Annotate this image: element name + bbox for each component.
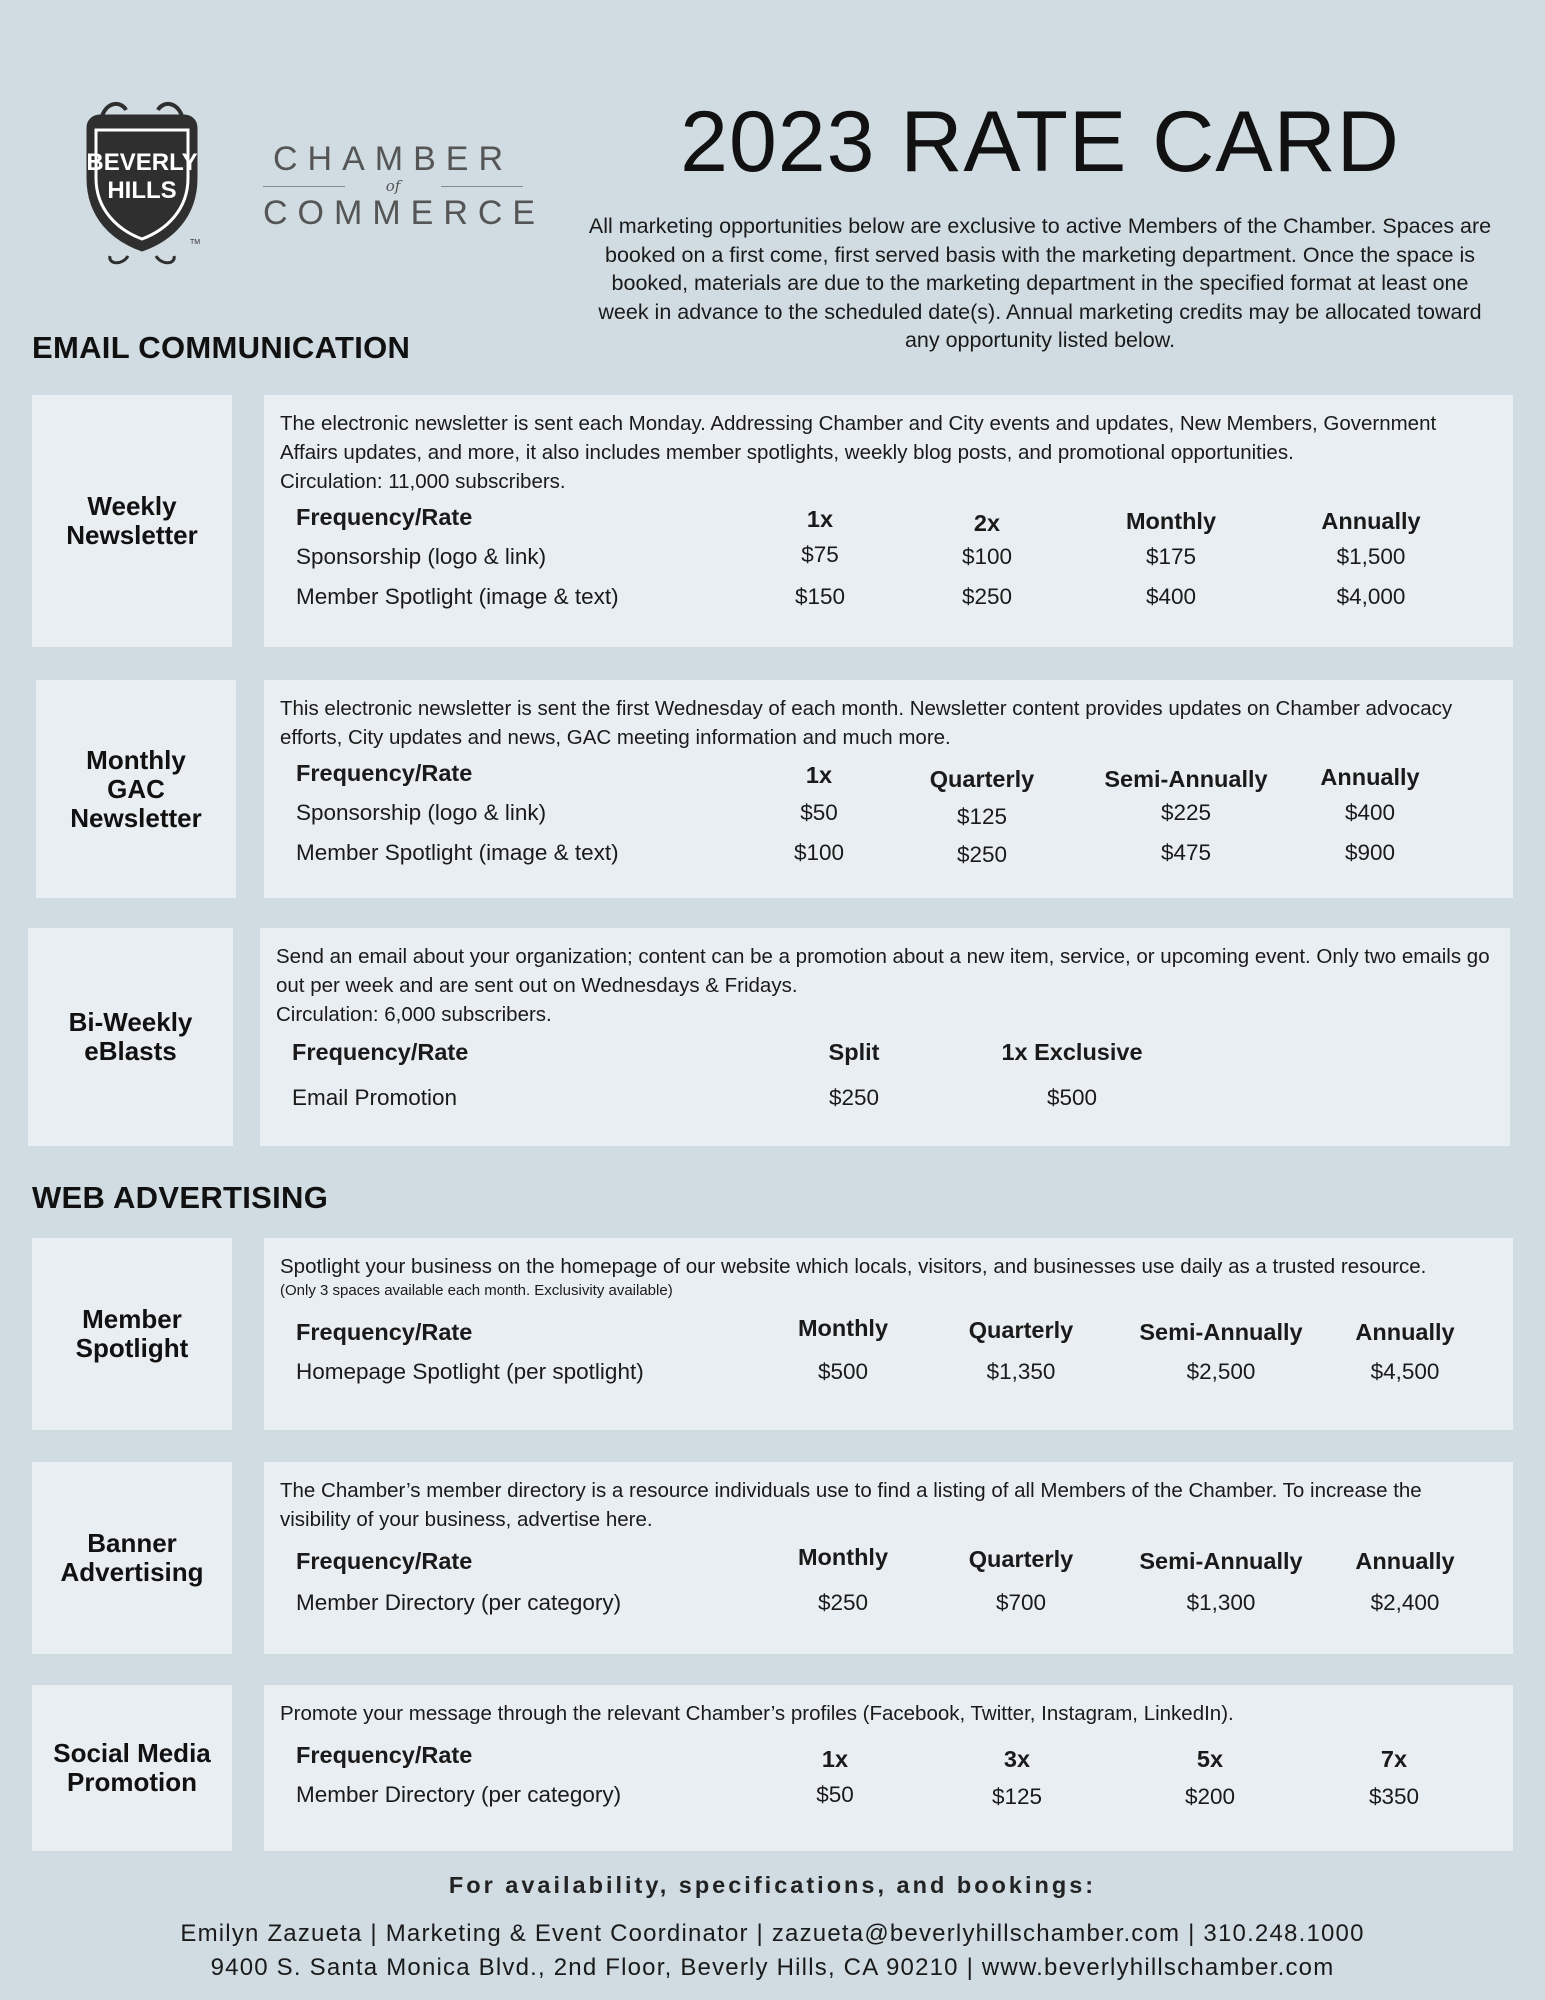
table-header: 2x (973, 510, 1001, 536)
table-header: Frequency/Rate (292, 1039, 469, 1065)
table-row-label: Member Directory (per category) (296, 1782, 622, 1807)
social-media-label: Social Media Promotion (32, 1685, 232, 1851)
table-header: Annually (1355, 1548, 1455, 1574)
table-row-label: Sponsorship (logo & link) (296, 544, 547, 569)
table-cell: $400 (1145, 584, 1197, 609)
wordmark-line2: COMMERCE (263, 194, 546, 232)
eblasts-panel (260, 928, 1510, 1146)
table-row-label: Email Promotion (292, 1085, 458, 1110)
weekly-description: The electronic newsletter is sent each Monday. Addressing Chamber and City events and updates, New Members, Government Affairs updates, and more, it also includes member spotlights, weekly blog posts, and promotional opportunities. (280, 412, 1437, 464)
table-header: Quarterly (968, 1546, 1074, 1572)
weekly-newsletter-panel (264, 395, 1513, 647)
table-cell: $75 (801, 542, 839, 567)
table-cell: $225 (1160, 800, 1212, 825)
eblasts-circulation: Circulation: 6,000 subscribers. (276, 1003, 552, 1026)
table-cell: $500 (1046, 1085, 1098, 1110)
banner-advertising-label: Banner Advertising (32, 1462, 232, 1654)
table-header: 1x (806, 506, 834, 532)
table-cell: $2,400 (1370, 1590, 1440, 1615)
eblasts-label: Bi-Weekly eBlasts (28, 928, 233, 1146)
table-cell: $475 (1160, 840, 1212, 865)
table-cell: $900 (1344, 840, 1396, 865)
table-header: 5x (1196, 1746, 1224, 1772)
beverly-hills-shield-icon (78, 98, 206, 268)
table-row-label: Member Spotlight (image & text) (296, 584, 619, 609)
social-description: Promote your message through the relevant Chamber’s profiles (Facebook, Twitter, Instagram, LinkedIn). (280, 1702, 1234, 1725)
table-header: Annually (1355, 1319, 1455, 1345)
table-header: 7x (1380, 1746, 1408, 1772)
banner-description: The Chamber’s member directory is a resource individuals use to find a listing of all Members of the Chamber. To increase the visibility of your business, advertise here. (280, 1479, 1422, 1531)
shield-line2: HILLS (107, 177, 177, 204)
table-cell: $250 (828, 1085, 880, 1110)
spotlight-note: (Only 3 spaces available each month. Exclusivity available) (280, 1282, 673, 1299)
table-cell: $350 (1368, 1784, 1420, 1809)
footer-contact-line: Emilyn Zazueta | Marketing & Event Coordinator | zazueta@beverlyhillschamber.com | 310.248.1000 (180, 1920, 1365, 1947)
spotlight-description: Spotlight your business on the homepage of our website which locals, visitors, and businesses use daily as a trusted resource. (280, 1255, 1427, 1278)
table-row-label: Sponsorship (logo & link) (296, 800, 547, 825)
chamber-wordmark (263, 140, 546, 232)
table-cell: $1,350 (986, 1359, 1056, 1384)
table-cell: $125 (991, 1784, 1043, 1809)
table-cell: $150 (794, 584, 846, 609)
table-cell: $175 (1145, 544, 1197, 569)
footer-address-line: 9400 S. Santa Monica Blvd., 2nd Floor, Beverly Hills, CA 90210 | www.beverlyhillschamber.com (210, 1954, 1335, 1981)
table-header: Quarterly (968, 1317, 1074, 1343)
table-cell: $400 (1344, 800, 1396, 825)
member-spotlight-panel (264, 1238, 1513, 1430)
table-cell: $50 (816, 1782, 854, 1807)
eblasts-description: Send an email about your organization; content can be a promotion about a new item, service, or upcoming event. Only two emails go out per week and are sent out on Wednesdays & Fridays. (276, 945, 1490, 997)
table-cell: $250 (961, 584, 1013, 609)
table-header: Frequency/Rate (296, 1742, 473, 1768)
table-header: Frequency/Rate (296, 760, 473, 786)
table-header: Semi-Annually (1139, 1319, 1303, 1345)
table-header: Monthly (1125, 508, 1217, 534)
gac-description: This electronic newsletter is sent the first Wednesday of each month. Newsletter content provides updates on Chamber advocacy efforts, City updates and news, GAC meeting information and much more. (280, 697, 1453, 749)
wordmark-line1: CHAMBER (272, 140, 514, 178)
section-heading-email: EMAIL COMMUNICATION (32, 330, 411, 365)
table-cell: $1,500 (1336, 544, 1406, 569)
table-cell: $250 (817, 1590, 869, 1615)
trademark-mark: TM (190, 239, 201, 246)
weekly-newsletter-label: Weekly Newsletter (32, 395, 232, 647)
table-cell: $2,500 (1186, 1359, 1256, 1384)
table-cell: $100 (793, 840, 845, 865)
table-header: Frequency/Rate (296, 1319, 473, 1345)
intro-paragraph: All marketing opportunities below are exclusive to active Members of the Chamber. Spaces are booked on a first come, first served basis with the marketing department. Once the space is booked, materials are due to the marketing department in the specified format at least one week in advance to the scheduled date(s). Annual marketing credits may be allocated toward any opportunity listed below. (588, 214, 1492, 352)
gac-newsletter-label: Monthly GAC Newsletter (36, 680, 236, 898)
wordmark-of: of (385, 177, 401, 195)
table-cell: $700 (995, 1590, 1047, 1615)
table-header: Monthly (797, 1544, 889, 1570)
table-cell: $4,500 (1370, 1359, 1440, 1384)
table-header: Split (828, 1039, 880, 1065)
table-header: Frequency/Rate (296, 1548, 473, 1574)
table-cell: $100 (961, 544, 1013, 569)
gac-newsletter-panel (264, 680, 1513, 898)
table-header: Annually (1321, 508, 1421, 534)
table-cell: $250 (956, 842, 1008, 867)
table-header: Annually (1320, 764, 1420, 790)
table-header: 1x (805, 762, 833, 788)
table-header: Semi-Annually (1104, 766, 1268, 792)
footer-heading: For availability, specifications, and bookings: (448, 1872, 1097, 1898)
table-row-label: Member Spotlight (image & text) (296, 840, 619, 865)
member-spotlight-label: Member Spotlight (32, 1238, 232, 1430)
section-heading-web: WEB ADVERTISING (32, 1180, 329, 1215)
table-row-label: Member Directory (per category) (296, 1590, 622, 1615)
table-header: 1x (821, 1746, 849, 1772)
table-header: 1x Exclusive (1001, 1039, 1143, 1065)
table-cell: $125 (956, 804, 1008, 829)
table-header: Frequency/Rate (296, 504, 473, 530)
shield-line1: BEVERLY (86, 149, 198, 176)
banner-advertising-panel (264, 1462, 1513, 1654)
table-row-label: Homepage Spotlight (per spotlight) (296, 1359, 644, 1384)
table-header: 3x (1003, 1746, 1031, 1772)
table-cell: $500 (817, 1359, 869, 1384)
table-cell: $50 (800, 800, 838, 825)
chamber-logo (78, 98, 546, 273)
weekly-circulation: Circulation: 11,000 subscribers. (280, 470, 566, 493)
table-header: Monthly (797, 1315, 889, 1341)
table-cell: $200 (1184, 1784, 1236, 1809)
social-media-panel (264, 1685, 1513, 1851)
table-cell: $1,300 (1186, 1590, 1256, 1615)
table-header: Quarterly (929, 766, 1035, 792)
table-header: Semi-Annually (1139, 1548, 1303, 1574)
page-title: 2023 RATE CARD (680, 94, 1400, 190)
table-cell: $4,000 (1336, 584, 1406, 609)
